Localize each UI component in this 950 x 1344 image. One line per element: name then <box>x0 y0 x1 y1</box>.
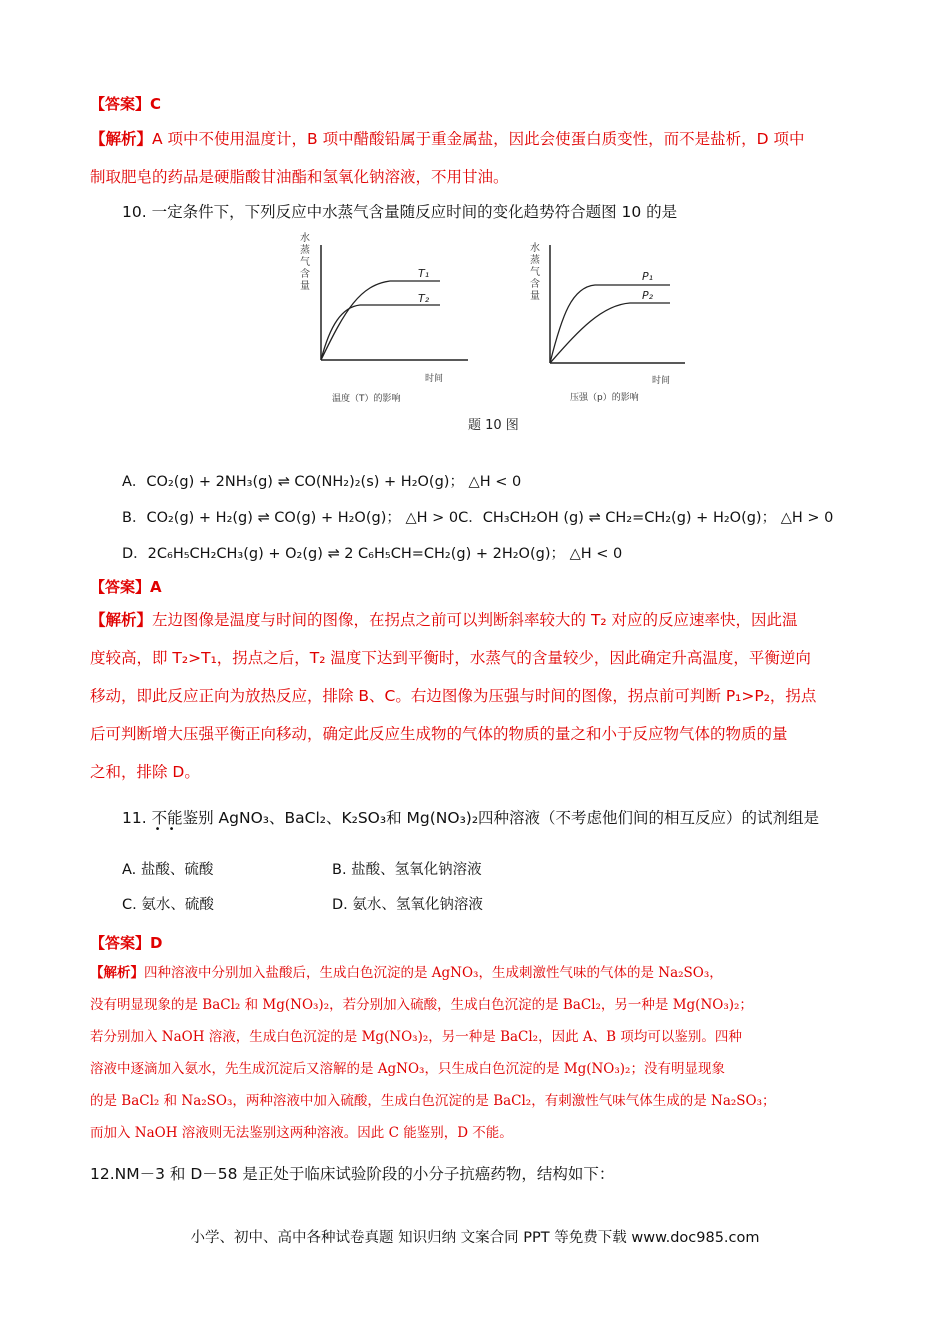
q10-option-a: A．CO₂(g) + 2NH₃(g) ⇌ CO(NH₂)₂(s) + H₂O(g)； △H < 0 <box>122 474 522 490</box>
q10-answer <box>90 576 860 597</box>
q10-option-b: B．CO₂(g) + H₂(g) ⇌ CO(g) + H₂O(g)； △H > 0C．CH₃CH₂OH (g) ⇌ CH₂=CH₂(g) + H₂O(g)； △H > 0 <box>122 510 834 526</box>
explanation-line <box>90 601 860 639</box>
figure-title: 题 10 图 <box>468 418 519 433</box>
emphasis-dot: • <box>154 824 161 835</box>
explanation-text: A 项中不使用温度计，B 项中醋酸铅属于重金属盐，因此会使蛋白质变性，而不是盐析，D 项中 <box>152 130 805 148</box>
left-curve-t2 <box>321 305 440 360</box>
q10-figure <box>290 225 690 445</box>
right-series-p2: P₂ <box>642 289 654 302</box>
q11-emphasis <box>151 809 183 835</box>
explanation-line <box>90 120 860 158</box>
explanation-line: 后可判断增大压强平衡正向移动，确定此反应生成物的气体的物质的量之和小于反应物气体的物质的量 <box>90 725 788 743</box>
explanation-line: 之和，排除 D。 <box>90 763 200 781</box>
explanation-line: 溶液中逐滴加入氨水，先生成沉淀后又溶解的是 AgNO₃，只生成白色沉淀的是 Mg(NO₃)₂；没有明显现象 <box>90 1061 725 1077</box>
right-series-p1: P₁ <box>642 270 654 283</box>
explanation-line: 移动，即此反应正向为放热反应，排除 B、C。右边图像为压强与时间的图像，拐点前可判断 P₁>P₂，拐点 <box>90 687 817 705</box>
q11-stem <box>122 806 862 835</box>
explanation-text: 四种溶液中分别加入盐酸后，生成白色沉淀的是 AgNO₃，生成刺激性气味的气体的是 Na₂SO₃， <box>144 965 723 981</box>
left-series-t1: T₁ <box>418 267 430 280</box>
explanation-line: 制取肥皂的药品是硬脂酸甘油酯和氢氧化钠溶液，不用甘油。 <box>90 168 509 186</box>
answer-label: 【答案】 <box>90 95 151 113</box>
question-number: 11. <box>122 809 147 827</box>
explanation-label: 【解析】 <box>90 611 153 629</box>
right-xlabel: 时间 <box>652 376 671 386</box>
answer-label: 【答案】 <box>90 578 151 596</box>
q11-answer <box>90 932 860 953</box>
q9-explanation <box>90 120 860 196</box>
explanation-text: 左边图像是温度与时间的图像，在拐点之前可以判断斜率较大的 T₂ 对应的反应速率快，因此温 <box>152 611 798 629</box>
answer-value: A <box>150 578 162 596</box>
q11-option-b: B. 盐酸、氢氧化钠溶液 <box>332 862 482 878</box>
q11-option-a: A. 盐酸、硫酸 <box>122 862 214 878</box>
left-caption: 温度（T）的影响 <box>332 394 401 404</box>
explanation-line: 没有明显现象的是 BaCl₂ 和 Mg(NO₃)₂，若分别加入硫酸，生成白色沉淀的是 BaCl₂，另一种是 Mg(NO₃)₂； <box>90 997 753 1013</box>
explanation-label: 【解析】 <box>90 130 153 148</box>
answer-value: D <box>150 934 163 952</box>
left-xlabel: 时间 <box>425 374 444 384</box>
right-chart <box>530 241 685 403</box>
q10-option-d: D．2C₆H₅CH₂CH₃(g) + O₂(g) ⇌ 2 C₆H₅CH=CH₂(g) + 2H₂O(g)； △H < 0 <box>122 546 623 562</box>
q11-explanation <box>90 957 860 1149</box>
right-ylabel: 水蒸气含量 <box>530 243 540 302</box>
right-caption: 压强（p）的影响 <box>570 393 639 403</box>
stem-text: 鉴别 AgNO₃、BaCl₂、K₂SO₃和 Mg(NO₃)₂四种溶液（不考虑他们间的相互反应）的试剂组是 <box>182 809 820 827</box>
left-series-t2: T₂ <box>418 292 430 305</box>
page-footer: 小学、初中、高中各种试卷真题 知识归纳 文案合同 PPT 等免费下载 www.doc985.com <box>190 1230 760 1246</box>
explanation-line: 的是 BaCl₂ 和 Na₂SO₃，两种溶液中加入硫酸，生成白色沉淀的是 BaCl₂，有刺激性气味气体生成的是 Na₂SO₃； <box>90 1093 776 1109</box>
q10-stem: 10. 一定条件下，下列反应中水蒸气含量随反应时间的变化趋势符合题图 10 的是 <box>122 203 678 221</box>
explanation-line <box>90 957 860 989</box>
explanation-line: 度较高，即 T₂>T₁，拐点之后，T₂ 温度下达到平衡时，水蒸气的含量较少，因此确定升高温度，平衡逆向 <box>90 649 811 667</box>
q9-answer <box>90 93 860 114</box>
explanation-label: 【解析】 <box>90 965 144 981</box>
explanation-line: 若分别加入 NaOH 溶液，生成白色沉淀的是 Mg(NO₃)₂，另一种是 BaCl₂，因此 A、B 项均可以鉴别。四种 <box>90 1029 742 1045</box>
q11-option-d: D. 氨水、氢氧化钠溶液 <box>332 897 483 913</box>
left-ylabel: 水蒸气含量 <box>300 233 310 292</box>
answer-label: 【答案】 <box>90 934 151 952</box>
explanation-line: 而加入 NaOH 溶液则无法鉴别这两种溶液。因此 C 能鉴别，D 不能。 <box>90 1125 513 1141</box>
right-curve-p2 <box>550 303 670 363</box>
emphasis-dot: • <box>168 824 175 835</box>
emphasis-text: 不能 <box>151 809 183 827</box>
q12-stem: 12.NM－3 和 D－58 是正处于临床试验阶段的小分子抗癌药物，结构如下： <box>90 1165 615 1183</box>
q11-option-c: C. 氨水、硫酸 <box>122 897 214 913</box>
left-chart <box>300 231 468 404</box>
q10-explanation <box>90 601 860 791</box>
answer-value: C <box>150 95 162 113</box>
